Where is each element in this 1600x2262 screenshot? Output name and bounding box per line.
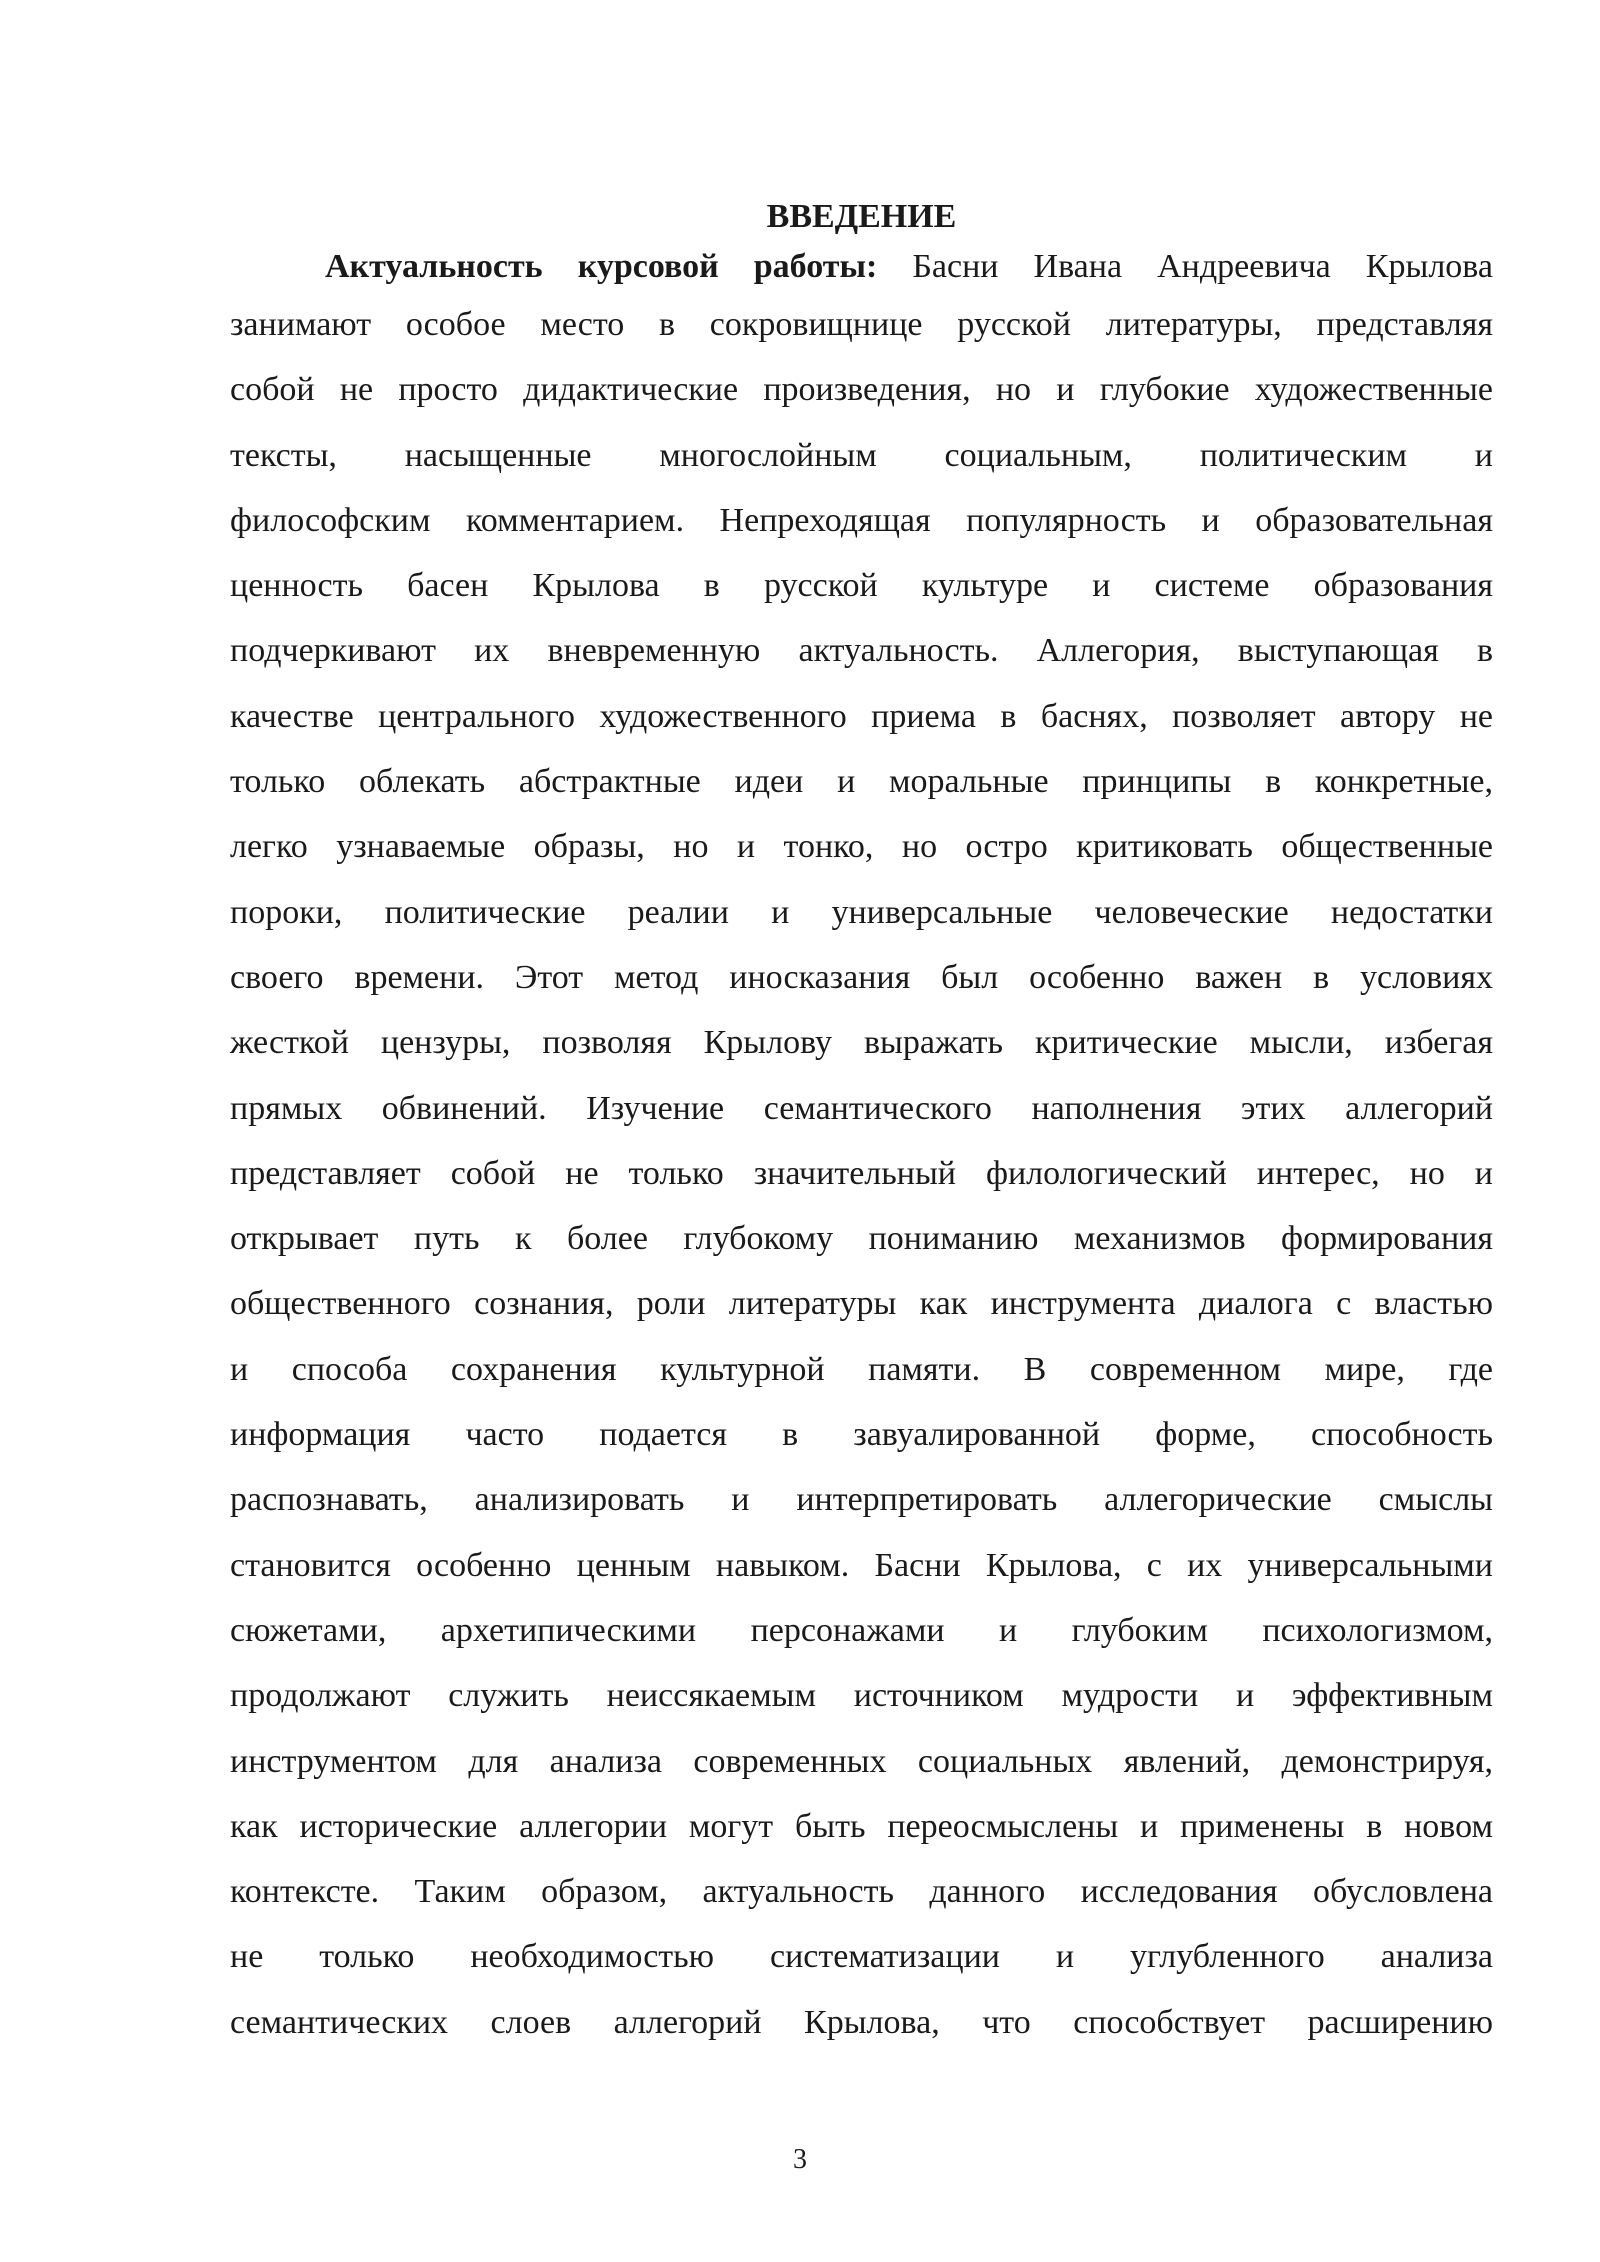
text-line: прямых обвинений. Изучение семантического наполнения этих аллегорий [230,1089,1493,1127]
text-line: ценность басен Крылова в русской культуре и системе образования [230,567,1493,605]
text-line: становится особенно ценным навыком. Басни Крылова, с их универсальными [230,1546,1493,1584]
text-line: контексте. Таким образом, актуальность данного исследования обусловлена [230,1873,1493,1911]
text-line: тексты, насыщенные многослойным социальным, политическим и [230,436,1493,474]
text-line: только облекать абстрактные идеи и моральные принципы в конкретные, [230,763,1493,801]
text-line: открывает путь к более глубокому пониманию механизмов формирования [230,1220,1493,1258]
text-line: занимают особое место в сокровищнице русской литературы, представляя [230,306,1493,343]
text-line: пороки, политические реалии и универсальные человеческие недостатки [230,893,1493,931]
text-line: не только необходимостью систематизации и углубленного анализа [230,1938,1493,1976]
text-line: семантических слоев аллегорий Крылова, что способствует расширению [230,2003,1493,2041]
text-line: общественного сознания, роли литературы как инструмента диалога с властью [230,1285,1493,1323]
section-heading: ВВЕДЕНИЕ [766,198,957,235]
text-line: инструментом для анализа современных социальных явлений, демонстрируя, [230,1742,1493,1780]
text-line: качестве центрального художественного приема в баснях, позволяет автору не [230,697,1493,735]
text-line: философским комментарием. Непреходящая популярность и образовательная [230,501,1493,539]
text-line: своего времени. Этот метод иносказания был особенно важен в условиях [230,958,1493,996]
text-line: легко узнаваемые образы, но и тонко, но остро критиковать общественные [230,828,1493,866]
text-line-content: Басни Ивана Андреевича Крылова [912,248,1493,285]
text-line: распознавать, анализировать и интерпретировать аллегорические смыслы [230,1481,1493,1519]
text-line: подчеркивают их вневременную актуальность. Аллегория, выступающая в [230,632,1493,670]
text-line: как исторические аллегории могут быть переосмыслены и применены в новом [230,1807,1493,1845]
text-line: и способа сохранения культурной памяти. В современном мире, где [230,1350,1493,1388]
text-line: представляет собой не только значительный филологический интерес, но и [230,1154,1493,1192]
text-line: информация часто подается в завуалированной форме, способность [230,1416,1493,1454]
page-number: 3 [793,2144,807,2175]
text-line [230,242,1493,292]
lead-bold-phrase: Актуальность курсовой работы: [325,248,878,285]
text-line: жесткой цензуры, позволяя Крылову выражать критические мысли, избегая [230,1024,1493,1062]
text-line: продолжают служить неиссякаемым источником мудрости и эффективным [230,1677,1493,1715]
text-line: собой не просто дидактические произведения, но и глубокие художественные [230,371,1493,409]
text-line: сюжетами, архетипическими персонажами и глубоким психологизмом, [230,1611,1493,1649]
page-content [230,192,1493,2055]
